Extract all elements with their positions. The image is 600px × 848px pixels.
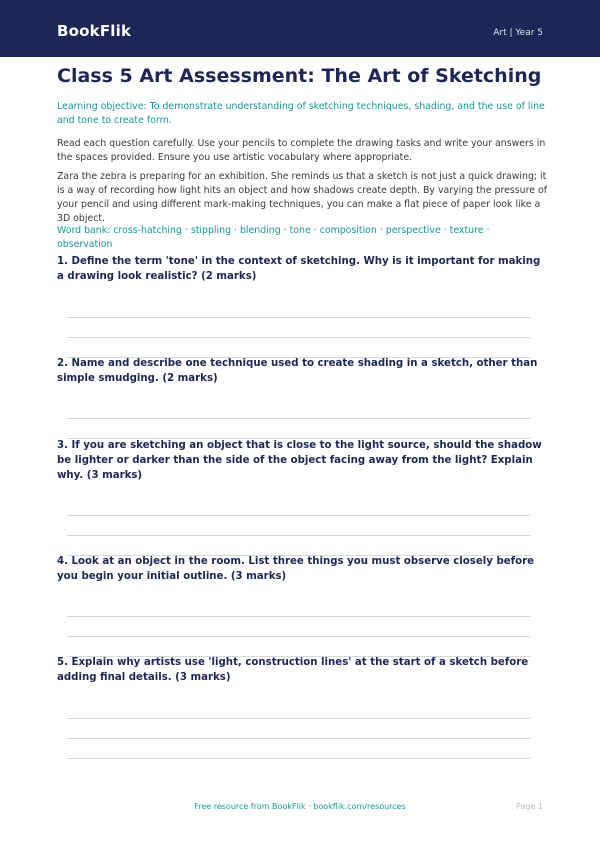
answer-line[interactable] <box>67 515 531 516</box>
answer-line[interactable] <box>67 535 531 536</box>
question-3: 3. If you are sketching an object that is close to the light source, should the shadow be lighter or darker than the side of the object facing away from the light? Explain why. (3 marks) <box>57 440 542 481</box>
answer-line[interactable] <box>67 636 531 637</box>
breadcrumb: Art | Year 5 <box>493 28 543 38</box>
answer-line[interactable] <box>67 758 531 759</box>
context-paragraph: Zara the zebra is preparing for an exhibition. She reminds us that a sketch is not just a quick drawing; it is a way of recording how light hits an object and how shadows create depth. By varying the pressure of your pencil and using different mark-making techniques, you can make a flat piece of paper look like a 3D object. <box>57 171 548 224</box>
question-2: 2. Name and describe one technique used to create shading in a sketch, other than simple smudging. (2 marks) <box>57 358 538 384</box>
header-bar <box>0 0 600 57</box>
question-1: 1. Define the term 'tone' in the context of sketching. Why is it important for making a drawing look realistic? (2 marks) <box>57 256 541 282</box>
answer-line[interactable] <box>67 317 531 318</box>
answer-line[interactable] <box>67 616 531 617</box>
answer-line[interactable] <box>67 718 531 719</box>
page-number: Page 1 <box>516 802 543 811</box>
question-5: 5. Explain why artists use 'light, construction lines' at the start of a sketch before adding final details. (3 marks) <box>57 657 529 683</box>
instructions-paragraph: Read each question carefully. Use your pencils to complete the drawing tasks and write your answers in the spaces provided. Ensure you use artistic vocabulary where appropriate. <box>57 138 546 163</box>
page-title: Class 5 Art Assessment: The Art of Sketching <box>57 65 542 87</box>
learning-objective: Learning objective: To demonstrate understanding of sketching techniques, shading, and the use of line and tone to create form. <box>57 101 545 126</box>
question-4: 4. Look at an object in the room. List three things you must observe closely before you begin your initial outline. (3 marks) <box>57 556 535 582</box>
answer-line[interactable] <box>67 418 531 419</box>
answer-line[interactable] <box>67 738 531 739</box>
brand-logo[interactable]: BookFlik <box>57 22 132 40</box>
word-bank: Word bank: cross-hatching · stippling · blending · tone · composition · perspective · texture · observation <box>57 225 490 250</box>
footer-credit[interactable]: Free resource from BookFlik · bookflik.com/resources <box>194 802 406 811</box>
answer-line[interactable] <box>67 337 531 338</box>
